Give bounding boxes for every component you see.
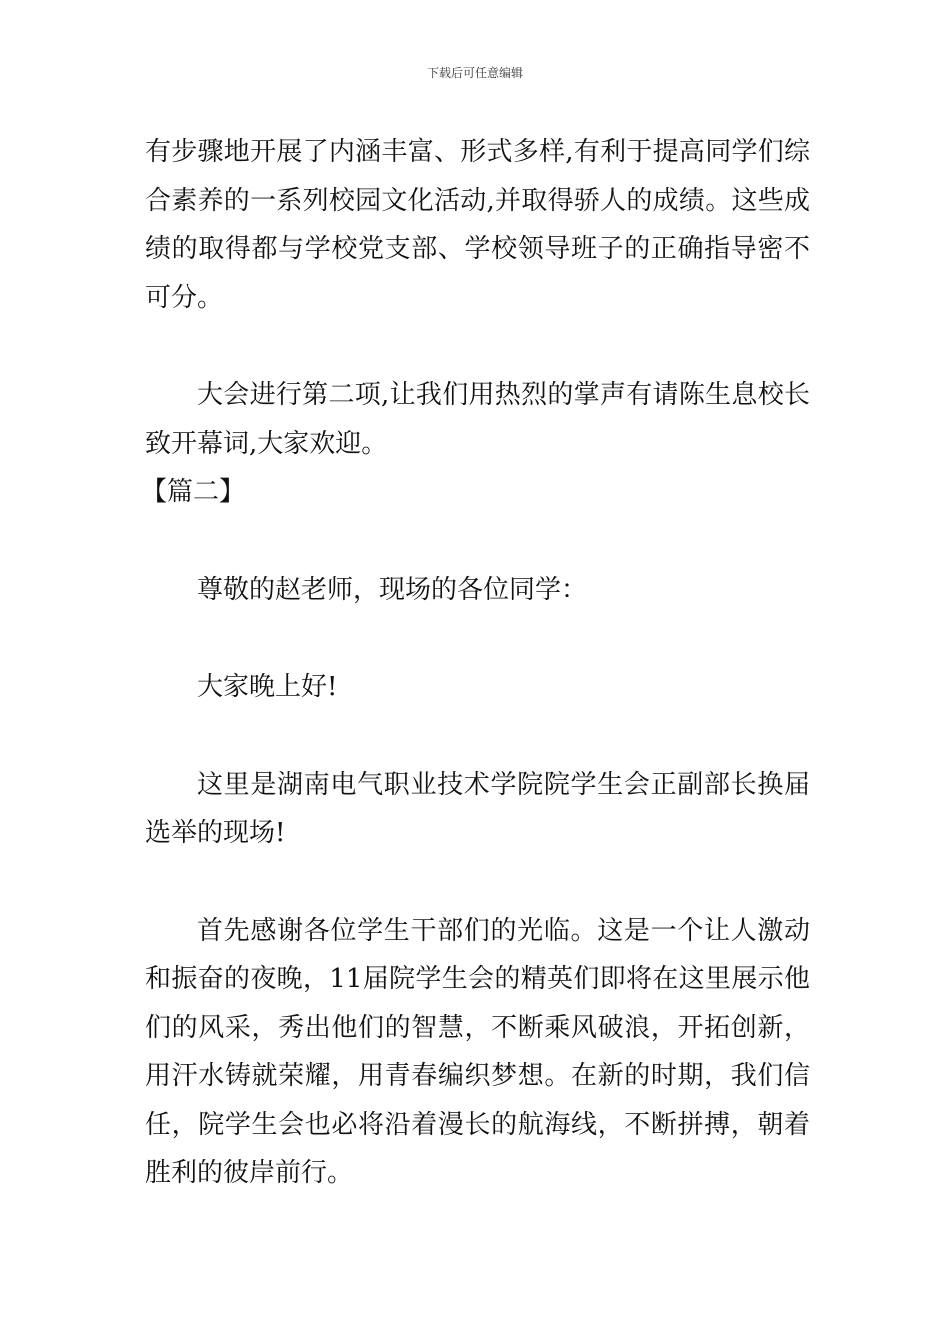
paragraph-2: 大会进行第二项,让我们用热烈的掌声有请陈生息校长致开幕词,大家欢迎。: [145, 380, 810, 459]
paragraph-1: 有步骤地开展了内涵丰富、形式多样,有利于提高同学们综合素养的一系列校园文化活动,并取得骄人的成绩。这些成绩的取得都与学校党支部、学校领导班子的正确指导密不可分。: [145, 137, 810, 313]
paragraph-4: 大家晚上好!: [197, 672, 338, 702]
section-heading: 【篇二】: [141, 477, 246, 507]
paragraph-5: 这里是湖南电气职业技术学院院学生会正副部长换届选举的现场!: [145, 769, 810, 848]
paragraph-6: 首先感谢各位学生干部们的光临。这是一个让人激动和振奋的夜晚，11届院学生会的精英们即将在这里展示他们的风采，秀出他们的智慧，不断乘风破浪，开拓创新，用汗水铸就荣耀，用青春编织梦想。在新的时期，我们信任，院学生会也必将沿着漫长的航海线，不断拼搏，朝着胜利的彼岸前行。: [145, 915, 810, 1188]
page-header: 下载后可任意编辑: [426, 66, 523, 80]
document-body: [141, 128, 810, 1198]
paragraph-3: 尊敬的赵老师，现场的各位同学：: [197, 574, 588, 605]
